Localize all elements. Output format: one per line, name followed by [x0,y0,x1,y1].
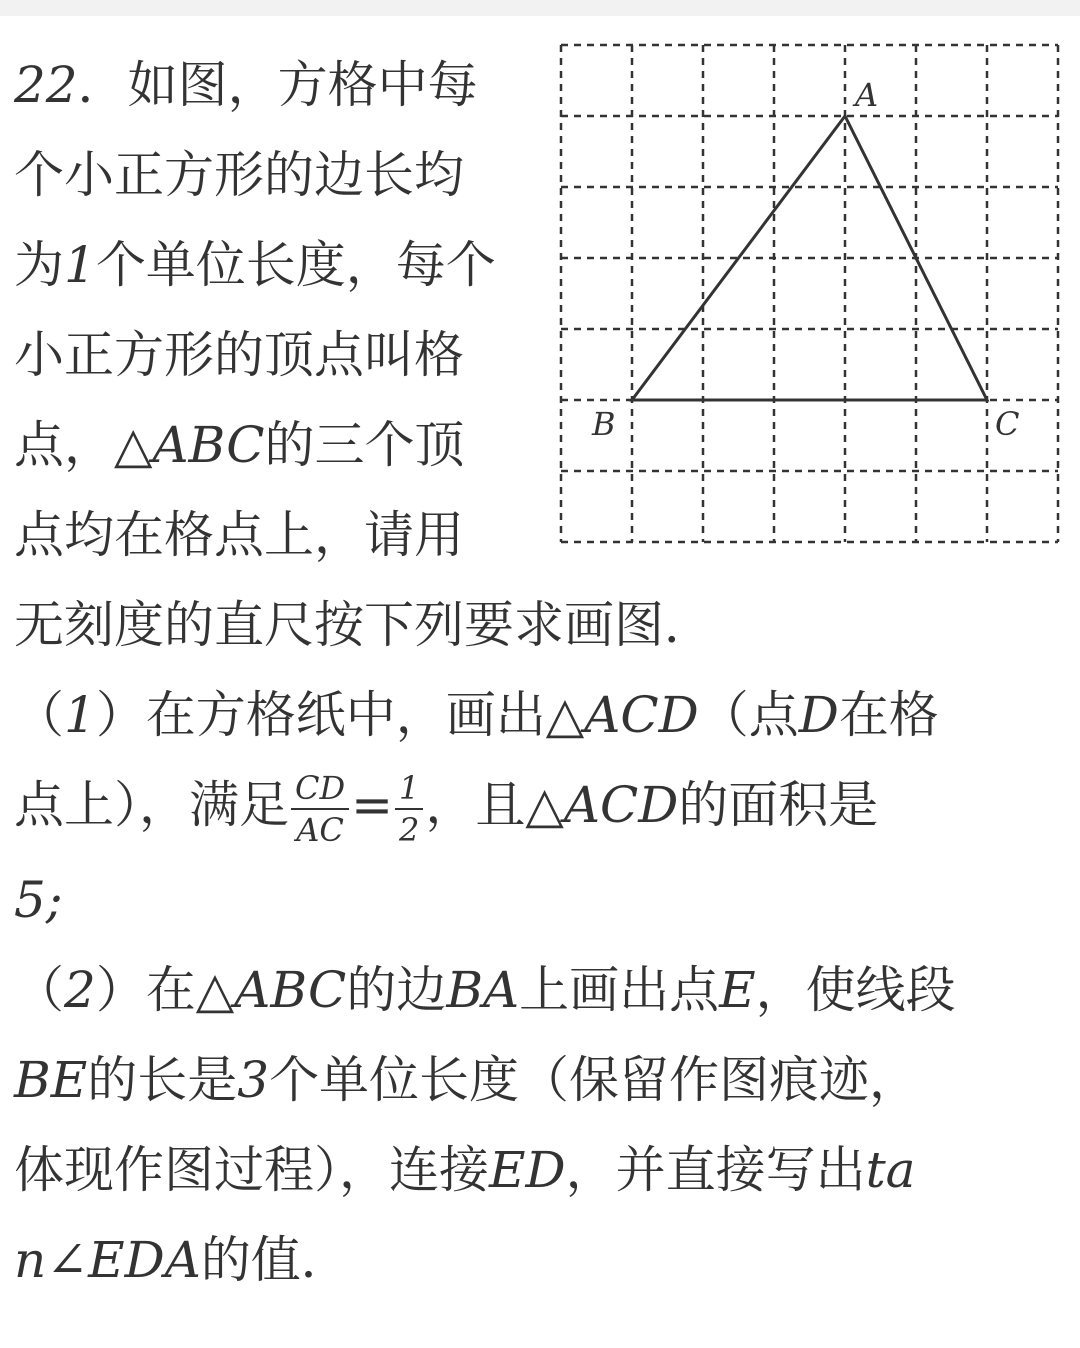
math-term: 1 [64,686,96,744]
fraction-numerator: CD [291,772,349,810]
math-term: ACD [563,776,679,834]
math-term: 1 [64,236,96,294]
fraction-numerator: 1 [395,772,423,810]
part1-line-1 [14,680,939,750]
equals-sign: = [351,776,394,834]
part2-line-2 [14,1045,919,1115]
part2-line-3 [14,1135,916,1205]
text-segment: 个小正方形的边长均 [14,146,464,204]
math-term: ABC [234,961,347,1019]
text-segment: ）在△ [95,961,235,1019]
vertex-label-a: A [855,76,879,114]
math-term: ABC [152,416,265,474]
math-term: E [719,961,756,1019]
vertex-label-b: B [592,405,616,443]
problem-number: 22 [14,56,78,114]
fraction-cd-over-ac [291,768,349,849]
part2-line-4 [14,1225,351,1295]
math-term: 5; [14,871,63,929]
text-segment: ）在方格纸中，画出△ [95,686,585,744]
part1-line-2 [14,770,878,860]
text-segment: 在格 [838,686,939,744]
fraction-one-half [395,768,423,849]
text-segment: 的边 [346,961,447,1019]
problem-line-7 [14,590,714,660]
text-segment: ，且△ [425,776,564,834]
text-segment: 个单位长度（保留作图痕迹， [269,1051,920,1109]
text-segment: ，并直接写出 [565,1141,866,1199]
text-segment: 的值． [200,1231,351,1289]
text-segment: （ [14,686,64,744]
text-segment: 点，△ [14,416,153,474]
text-segment: 无刻度的直尺按下列要求画图． [14,596,714,654]
fraction-denominator: AC [296,810,344,849]
text-segment: 为 [14,236,64,294]
vertex-label-c: C [995,405,1020,443]
text-segment: 的三个顶 [264,416,465,474]
problem-line-5 [14,410,465,480]
math-term: ta [865,1141,916,1199]
text-segment: 的长是 [87,1051,238,1109]
part2-line-1 [14,955,956,1025]
problem-line-3 [14,230,496,300]
math-term: ACD [584,686,699,744]
top-bar [0,0,1080,16]
text-segment: 的面积是 [678,776,879,834]
problem-line-6 [14,500,464,570]
dashed-grid [561,45,1058,542]
math-term: EDA [88,1231,201,1289]
text-segment: ，使线段 [755,961,956,1019]
triangle-grid-figure [556,40,1066,550]
text-segment: 点均在格点上，请用 [14,506,464,564]
text-segment: 体现作图过程），连接 [14,1141,489,1199]
text-segment: 个单位长度，每个 [95,236,496,294]
grid-figure-svg [556,40,1066,550]
math-term: n∠ [14,1231,89,1289]
text-segment: ．如图，方格中每 [77,56,478,114]
text-segment: 小正方形的顶点叫格 [14,326,464,384]
text-segment: （ [14,961,64,1019]
math-term: BE [14,1051,88,1109]
part1-line-3 [14,865,63,935]
math-term: D [798,686,839,744]
problem-line-1 [14,50,478,120]
math-term: ED [489,1141,566,1199]
math-term: 2 [64,961,96,1019]
text-segment: 点上），满足 [14,776,289,834]
problem-line-4 [14,320,464,390]
fraction-denominator: 2 [399,810,420,849]
math-term: 3 [237,1051,270,1109]
math-term: BA [446,961,520,1019]
text-segment: 上画出点 [519,961,720,1019]
text-segment: （点 [698,686,799,744]
problem-line-2 [14,140,464,210]
